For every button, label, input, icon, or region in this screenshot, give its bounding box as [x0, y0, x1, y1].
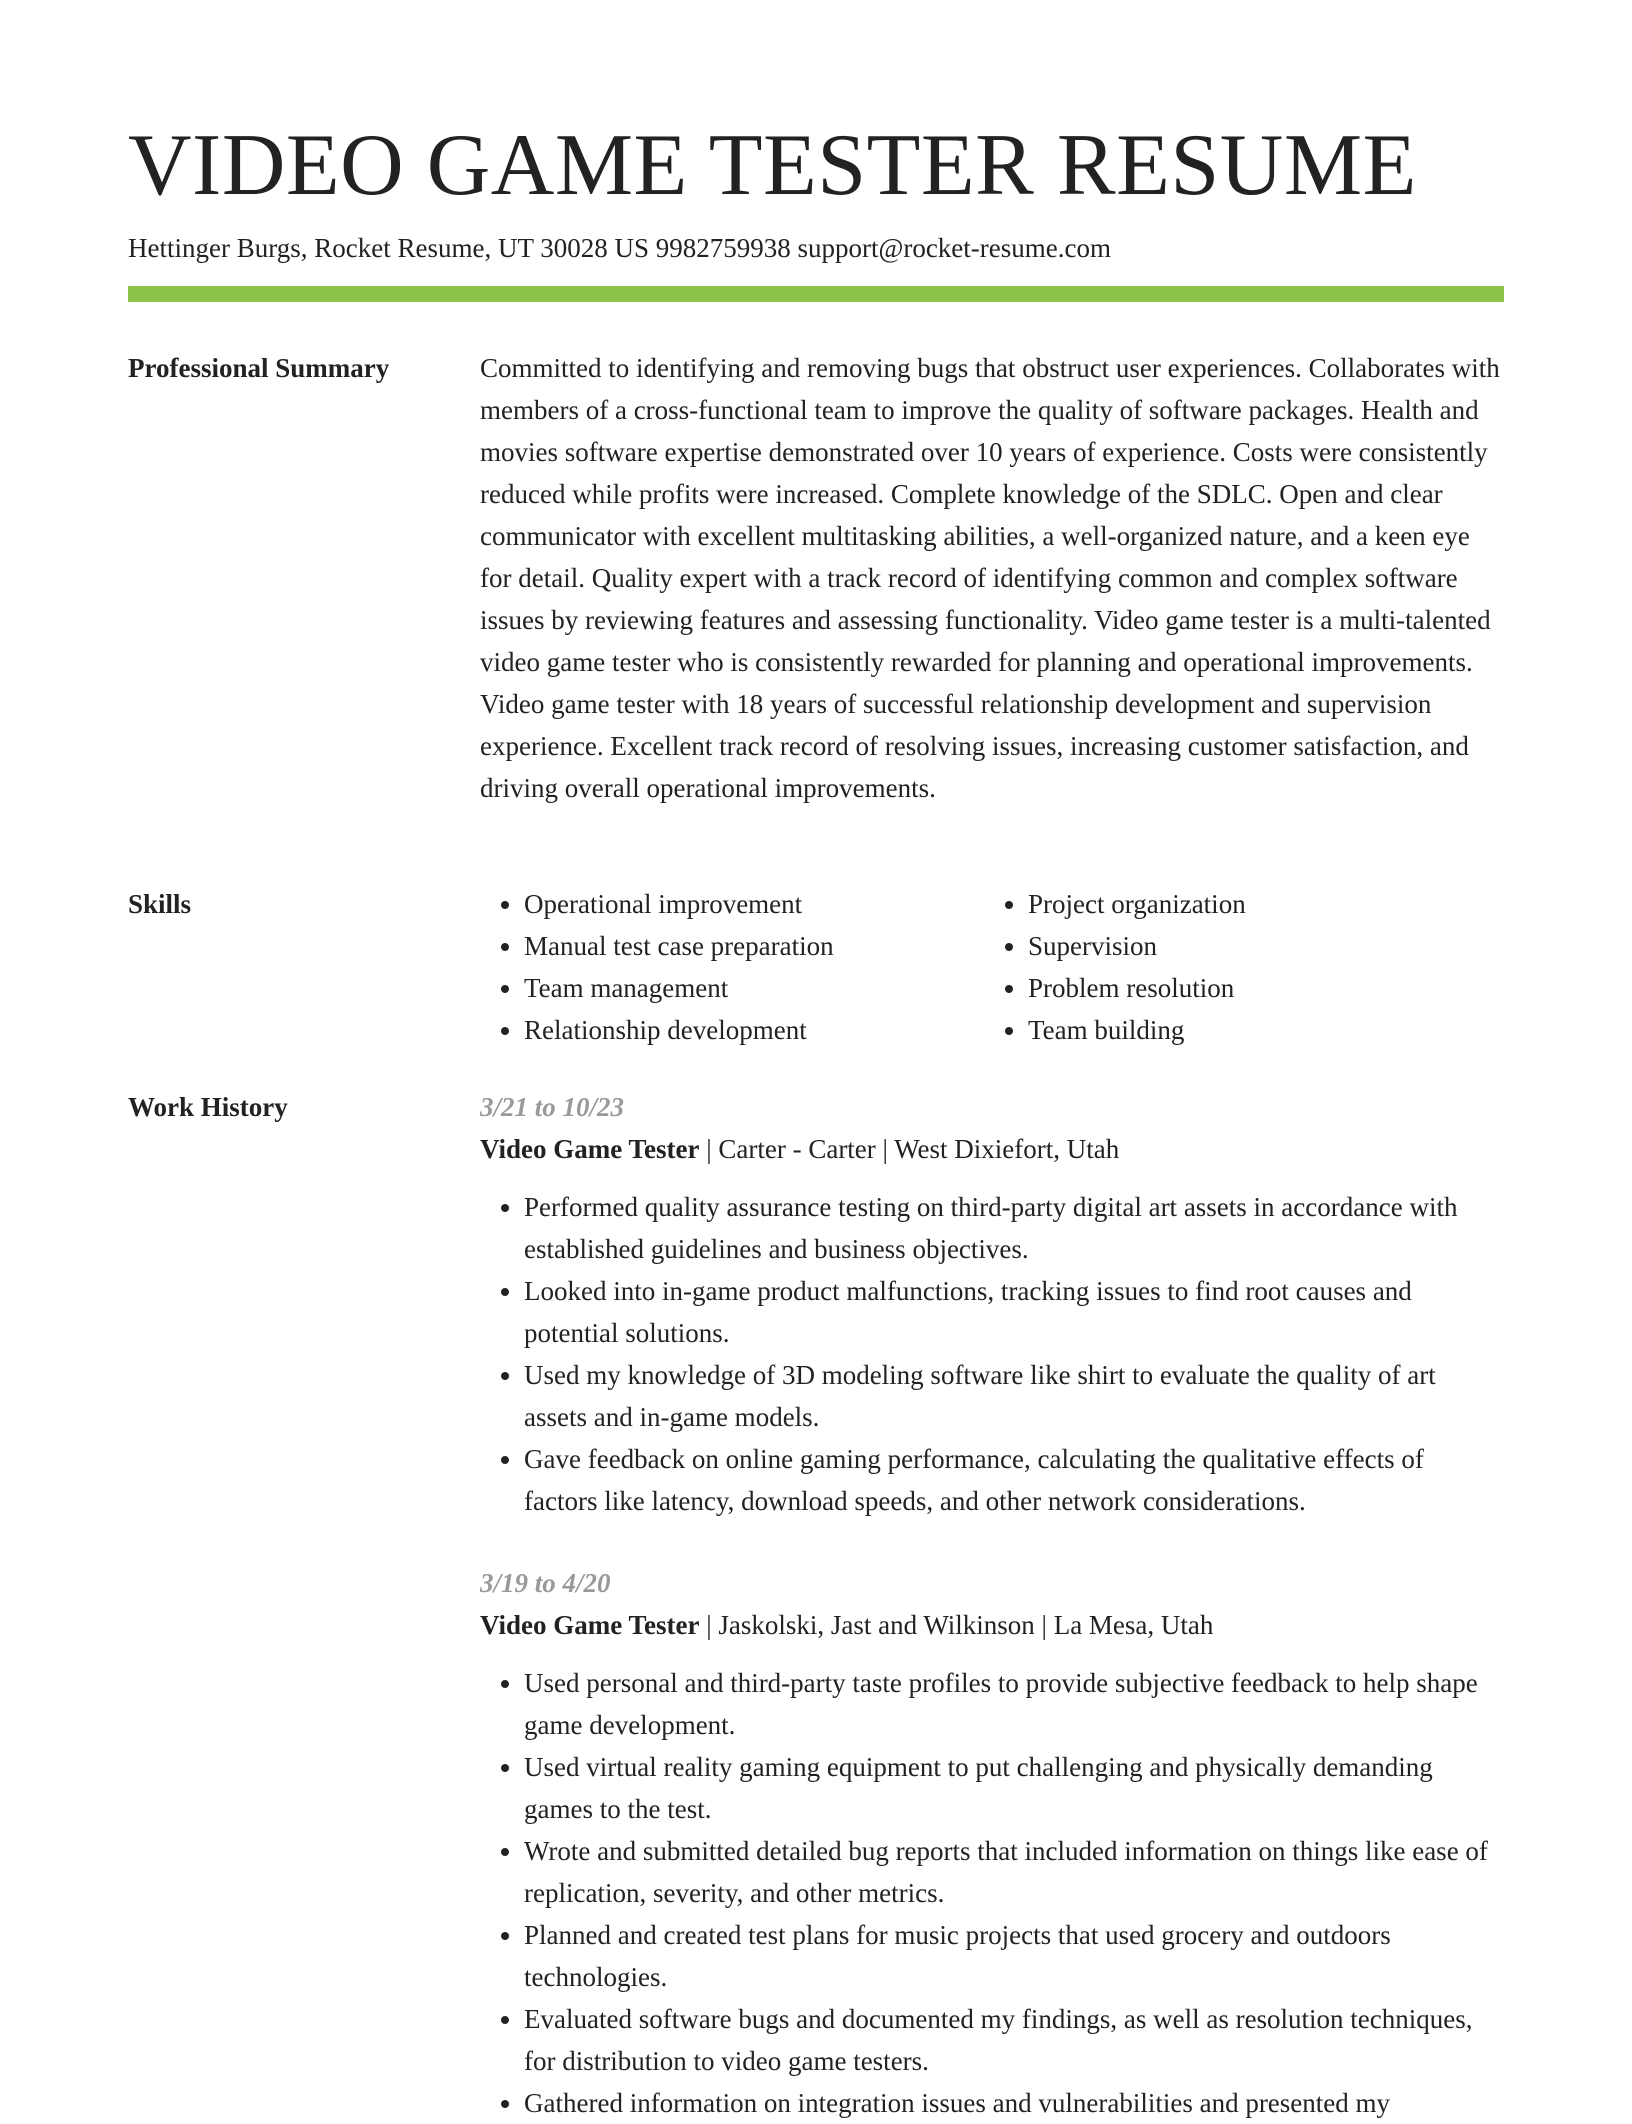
skill-item: • Relationship development	[524, 1009, 984, 1051]
job-dates: 3/21 to 10/23	[480, 1092, 625, 1122]
job-entry	[480, 1562, 1504, 2124]
header-divider	[128, 286, 1504, 302]
duty-item: • Planned and created test plans for music projects that used grocery and outdoors technologies.	[524, 1914, 1504, 1998]
skills-list-left	[480, 883, 984, 1051]
job-heading	[480, 1128, 1504, 1170]
summary-label: Professional Summary	[128, 353, 390, 383]
job-entry	[480, 1086, 1504, 1522]
skill-item: • Problem resolution	[1028, 967, 1488, 1009]
summary-text: Committed to identifying and removing bugs that obstruct user experiences. Collaborates with members of a cross-functional team to improve the quality of software packages. Health and movies software expertise demonstrated over 10 years of experience. Costs were consistently reduced while profits were increased. Complete knowledge of the SDLC. Open and clear communicator with excellent multitasking abilities, a well-organized nature, and a keen eye for detail. Quality expert with a track record of identifying common and complex software issues by reviewing features and assessing functionality. Video game tester is a multi-talented video game tester who is consistently rewarded for planning and operational improvements. Video game tester with 18 years of successful relationship development and supervision experience. Excellent track record of resolving issues, increasing customer satisfaction, and driving overall operational improvements.	[480, 353, 1500, 803]
contact-info: Hettinger Burgs, Rocket Resume, UT 30028 US 9982759938 support@rocket-resume.com	[128, 233, 1111, 263]
duty-item: • Evaluated software bugs and documented my findings, as well as resolution techniques, for distribution to video game testers.	[524, 1998, 1504, 2082]
duty-item: • Performed quality assurance testing on third-party digital art assets in accordance with established guidelines and business objectives.	[524, 1186, 1504, 1270]
job-details: | Carter - Carter | West Dixiefort, Utah	[699, 1134, 1120, 1164]
duty-item: • Gathered information on integration issues and vulnerabilities and presented my	[524, 2082, 1504, 2124]
skill-item: • Manual test case preparation	[524, 925, 984, 967]
duty-item: • Used virtual reality gaming equipment to put challenging and physically demanding games to the test.	[524, 1746, 1504, 1830]
skill-item: • Team management	[524, 967, 984, 1009]
job-title: Video Game Tester	[480, 1134, 700, 1164]
duty-item: • Gave feedback on online gaming performance, calculating the qualitative effects of factors like latency, download speeds, and other network considerations.	[524, 1438, 1504, 1522]
job-heading	[480, 1604, 1504, 1646]
skills-columns	[480, 883, 1504, 1051]
skill-item: • Project organization	[1028, 883, 1488, 925]
skill-item: • Operational improvement	[524, 883, 984, 925]
duty-item: • Looked into in-game product malfunctions, tracking issues to find root causes and potential solutions.	[524, 1270, 1504, 1354]
job-duties	[480, 1186, 1504, 1522]
resume-title: VIDEO GAME TESTER RESUME	[128, 117, 1417, 214]
skills-list-right	[984, 883, 1488, 1051]
skills-label: Skills	[128, 889, 192, 919]
duty-item: • Used my knowledge of 3D modeling software like shirt to evaluate the quality of art assets and in-game models.	[524, 1354, 1504, 1438]
skill-item: • Supervision	[1028, 925, 1488, 967]
duty-item: • Wrote and submitted detailed bug reports that included information on things like ease of replication, severity, and other metrics.	[524, 1830, 1504, 1914]
duty-item: • Used personal and third-party taste profiles to provide subjective feedback to help shape game development.	[524, 1662, 1504, 1746]
job-dates: 3/19 to 4/20	[480, 1568, 611, 1598]
work-label: Work History	[128, 1092, 288, 1122]
job-duties	[480, 1662, 1504, 2124]
job-title: Video Game Tester	[480, 1610, 700, 1640]
job-details: | Jaskolski, Jast and Wilkinson | La Mesa, Utah	[699, 1610, 1214, 1640]
skill-item: • Team building	[1028, 1009, 1488, 1051]
